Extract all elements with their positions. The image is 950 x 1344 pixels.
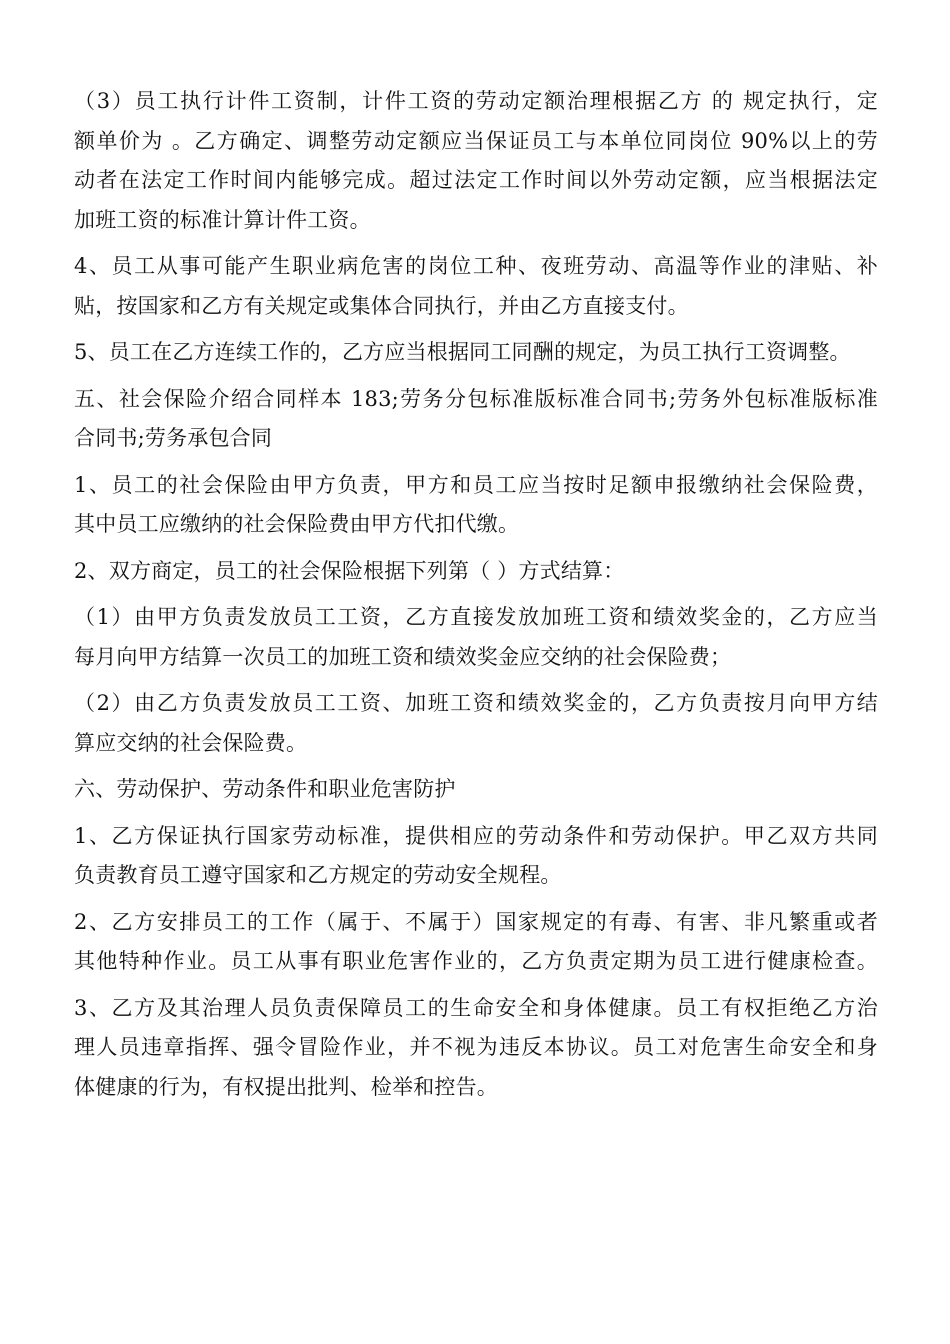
text-line: （3）员工执行计件工资制，计件工资的劳动定额治理根据乙方 的 规定执行，定 <box>74 89 878 113</box>
text-line: 算应交纳的社会保险费。 <box>74 730 308 755</box>
paragraph-allowance <box>74 247 878 326</box>
text-line: （1）由甲方负责发放员工工资，乙方直接发放加班工资和绩效奖金的，乙方应当 <box>74 605 878 629</box>
paragraph-settlement-option-2 <box>74 684 878 763</box>
text-line: 其他特种作业。员工从事有职业危害作业的，乙方负责定期为员工进行健康检查。 <box>74 949 878 973</box>
paragraph-settlement-method <box>74 552 878 592</box>
section-heading-labor-protection <box>74 770 878 810</box>
text-line: 加班工资的标准计算计件工资。 <box>74 207 371 232</box>
paragraph-safety-rights <box>74 989 878 1108</box>
text-line: 体健康的行为，有权提出批判、检举和控告。 <box>74 1074 498 1099</box>
text-line: 合同书;劳务承包合同 <box>74 426 273 450</box>
text-line: 六、劳动保护、劳动条件和职业危害防护 <box>74 777 456 801</box>
text-line: 1、员工的社会保险由甲方负责，甲方和员工应当按时足额申报缴纳社会保险费， <box>74 472 878 497</box>
text-line: 额单价为 。乙方确定、调整劳动定额应当保证员工与本单位同岗位 90%以上的劳 <box>74 128 878 153</box>
text-line: 理人员违章指挥、强令冒险作业，并不视为违反本协议。员工对危害生命安全和身 <box>74 1035 878 1059</box>
text-line: 5、员工在乙方连续工作的，乙方应当根据同工同酬的规定，为员工执行工资调整。 <box>74 340 851 364</box>
text-line: 1、乙方保证执行国家劳动标准，提供相应的劳动条件和劳动保护。甲乙双方共同 <box>74 823 878 848</box>
paragraph-wage-adjustment <box>74 333 878 373</box>
text-line: 五、社会保险介绍合同样本 183;劳务分包标准版标准合同书;劳务外包标准版标准 <box>74 386 878 411</box>
paragraph-labor-standards <box>74 817 878 896</box>
paragraph-insurance-responsibility <box>74 466 878 545</box>
text-line: 其中员工应缴纳的社会保险费由甲方代扣代缴。 <box>74 512 520 536</box>
text-line: 每月向甲方结算一次员工的加班工资和绩效奖金应交纳的社会保险费； <box>74 644 732 669</box>
text-line: 贴，按国家和乙方有关规定或集体合同执行，并由乙方直接支付。 <box>74 293 689 318</box>
text-line: 3、乙方及其治理人员负责保障员工的生命安全和身体健康。员工有权拒绝乙方治 <box>74 995 878 1020</box>
text-line: 动者在法定工作时间内能够完成。超过法定工作时间以外劳动定额，应当根据法定 <box>74 168 878 192</box>
text-line: 2、双方商定，员工的社会保险根据下列第（ ）方式结算： <box>74 558 625 583</box>
paragraph-settlement-option-1 <box>74 598 878 677</box>
text-line: 负责教育员工遵守国家和乙方规定的劳动安全规程。 <box>74 863 562 887</box>
paragraph-hazardous-work <box>74 903 878 982</box>
paragraph-piece-rate <box>74 82 878 240</box>
section-heading-social-insurance <box>74 380 878 459</box>
text-line: （2）由乙方负责发放员工工资、加班工资和绩效奖金的，乙方负责按月向甲方结 <box>74 691 878 715</box>
document-page <box>74 82 878 1107</box>
text-line: 2、乙方安排员工的工作（属于、不属于）国家规定的有毒、有害、非凡繁重或者 <box>74 909 878 934</box>
text-line: 4、员工从事可能产生职业病危害的岗位工种、夜班劳动、高温等作业的津贴、补 <box>74 254 878 278</box>
